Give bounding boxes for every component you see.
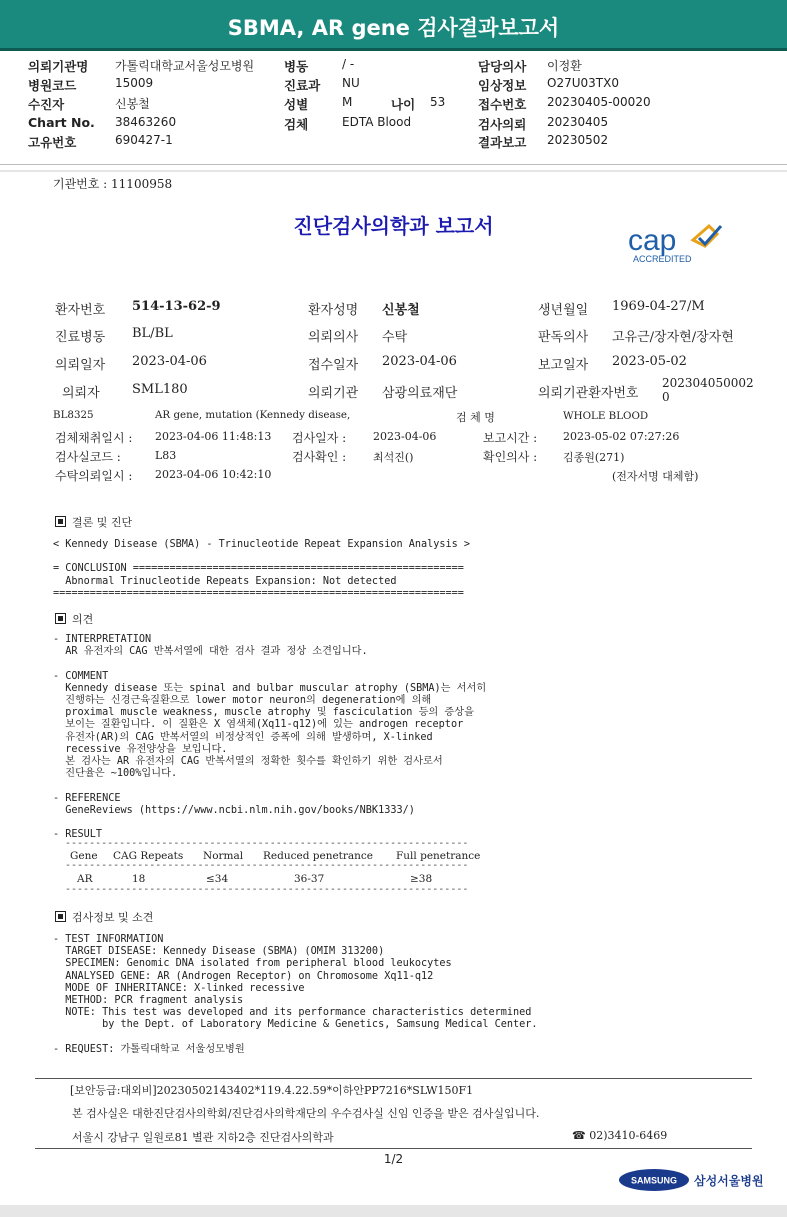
result-table-top-rule: ------------------------------------------------------------------- [65, 838, 469, 849]
certification-text: 본 검사실은 대한진단검사의학회/진단검사의학재단의 우수검사실 신임 인증을 받은 검사실입니다. [72, 1107, 540, 1120]
label-collect-time: 검체채취일시 : [55, 431, 133, 445]
info-report-date: 결과보고 [478, 135, 527, 150]
info-clinical-value: O27U03TX0 [547, 76, 619, 90]
info-institution-value: 가톨릭대학교서울성모병원 [115, 59, 255, 73]
section-bullet-icon [55, 613, 66, 624]
label-ward: 진료병동 [55, 330, 106, 345]
section-testinfo-heading: 검사정보 및 소견 [55, 909, 153, 925]
lab-address: 서울시 강남구 일원로81 별관 지하2층 진단검사의학과 [72, 1131, 334, 1144]
info-unique-no: 고유번호 [28, 135, 77, 150]
section-opinion-heading: 의견 [55, 611, 93, 627]
result-header-gene: Gene [70, 850, 98, 862]
info-specimen: 검체 [284, 117, 309, 132]
info-report-date-value: 20230502 [547, 133, 609, 147]
page-number: 1/2 [383, 1152, 404, 1166]
cap-accredited-logo [625, 218, 735, 266]
value-birth: 1969-04-27/M [612, 299, 705, 314]
label-report-date: 보고일자 [538, 358, 589, 373]
result-cell-cag: 18 [132, 873, 146, 885]
value-receipt-date: 2023-04-06 [382, 354, 457, 369]
section-bullet-icon [55, 516, 66, 527]
result-cell-full: ≥38 [410, 873, 433, 885]
value-confirm-doctor: 김종원(271) [563, 451, 625, 464]
info-hospital-code: 병원코드 [28, 78, 77, 93]
footer-top-rule [35, 1078, 752, 1079]
label-room-code: 검사실코드 : [55, 450, 121, 464]
value-report-date: 2023-05-02 [612, 354, 687, 369]
info-age: 나이 [391, 97, 416, 112]
security-line: [보안등급:대외비]20230502143402*119.4.22.59*이하안PP7216*SLW150F1 [70, 1084, 474, 1097]
test-code: BL8325 [53, 409, 94, 421]
info-unique-no-value: 690427-1 [115, 133, 173, 147]
info-patient: 수진자 [28, 97, 65, 112]
page-bottom-bar [0, 1205, 787, 1217]
report-header-title: SBMA, AR gene 검사결과보고서 [0, 0, 787, 48]
label-confirm: 검사확인 : [292, 450, 347, 464]
info-request-date-value: 20230405 [547, 115, 609, 129]
report-title: 진단검사의학과 보고서 [293, 214, 494, 238]
label-exam-date: 검사일자 : [292, 431, 347, 445]
value-inst-patient-no: 202304050002 [662, 376, 754, 390]
opinion-text: - INTERPRETATION AR 유전자의 CAG 반복서열에 대한 검사 결과 정상 소견입니다. - COMMENT Kennedy disease 또는 spinal and bulbar muscular atrophy (SBMA)는 서서히 진행하는 신경근육질환으로 lower motor neuron의 degeneration에 의해 proximal muscle weakness, muscle atrophy 및 fasciculation 등의 증상을 보이는 질환입니다. 이 질환은 X 염색체(Xq11-q12)에 있는 androgen receptor 유전자(AR)의 CAG 반복서열의 비정상적인 증폭에 의해 발생하며, X-linked recessive 유전양상을 보입니다. 본 검사는 AR 유전자의 CAG 반복서열의 정확한 횟수를 확인하기 위한 검사로서 진단율은 ~100%입니다. - REFERENCE GeneReviews (https://www.ncbi.nlm.nih.gov/books/NBK1333/) - RESULT [53, 634, 487, 841]
info-ward-value: / - [342, 57, 355, 71]
value-read-doctor: 고유근/장자현/장자현 [612, 330, 734, 345]
info-chart-no: Chart No. [28, 115, 95, 130]
samsung-logo-text: SAMSUNG [630, 1175, 678, 1186]
info-divider-shadow [0, 170, 787, 172]
samsung-logo [618, 1168, 690, 1192]
label-inst-patient-no: 의뢰기관환자번호 [538, 386, 639, 401]
info-chart-no-value: 38463260 [115, 115, 177, 129]
info-receipt-no: 접수번호 [478, 97, 527, 112]
section-conclusion-heading: 결론 및 진단 [55, 514, 132, 530]
value-patient-name: 신봉철 [382, 303, 420, 318]
cap-logo-text: cap [628, 224, 677, 257]
value-requester: SML180 [132, 382, 188, 397]
info-specimen-value: EDTA Blood [342, 115, 412, 129]
info-hospital-code-value: 15009 [115, 76, 154, 90]
info-sex-value: M [342, 95, 353, 109]
footer-bottom-rule [35, 1148, 752, 1149]
value-specimen-name: WHOLE BLOOD [563, 410, 649, 422]
info-institution: 의뢰기관명 [28, 59, 89, 74]
info-department-value: NU [342, 76, 360, 90]
label-receipt-date: 접수일자 [308, 358, 359, 373]
result-cell-gene: AR [77, 873, 93, 885]
label-req-date: 의뢰일자 [55, 358, 106, 373]
header-divider [0, 48, 787, 51]
value-ward: BL/BL [132, 326, 173, 341]
hospital-logo-text: 삼성서울병원 [694, 1174, 764, 1188]
info-sex: 성별 [284, 97, 309, 112]
section-bullet-icon [55, 911, 66, 922]
value-patient-no: 514-13-62-9 [132, 299, 221, 314]
label-patient-no: 환자번호 [55, 303, 106, 318]
test-name: AR gene, mutation (Kennedy disease, [155, 409, 351, 421]
result-cell-normal: ≤34 [206, 873, 229, 885]
label-req-doctor: 의뢰의사 [308, 330, 359, 345]
result-header-cag: CAG Repeats [113, 850, 184, 862]
lab-phone: ☎ 02)3410-6469 [572, 1129, 668, 1142]
info-request-date: 검사의뢰 [478, 117, 527, 132]
result-table-mid-rule: ------------------------------------------------------------------- [65, 860, 469, 871]
value-confirm: 최석진() [373, 451, 414, 464]
conclusion-text: < Kennedy Disease (SBMA) - Trinucleotide Repeat Expansion Analysis > = CONCLUSION ====================================================== Abnormal Trinucleotide Repeats Expansion: Not detected =================================================================== [53, 539, 471, 599]
label-req-institution: 의뢰기관 [308, 386, 359, 401]
info-ward: 병동 [284, 59, 309, 74]
info-doctor: 담당의사 [478, 59, 527, 74]
value-room-code: L83 [155, 449, 177, 462]
label-request-time: 수탁의뢰일시 : [55, 469, 133, 483]
info-age-value: 53 [430, 95, 446, 109]
esign-note: (전자서명 대체함) [612, 470, 699, 483]
value-request-time: 2023-04-06 10:42:10 [155, 468, 272, 481]
label-requester: 의뢰자 [62, 386, 100, 401]
result-cell-reduced: 36-37 [294, 873, 325, 885]
testinfo-text: - TEST INFORMATION TARGET DISEASE: Kennedy Disease (SBMA) (OMIM 313200) SPECIMEN: Genomic DNA isolated from peripheral blood leukocytes ANALYSED GENE: AR (Androgen Receptor) on Chromosome Xq11-q12 MODE OF INHERITANCE: X-linked recessive METHOD: PCR fragment analysis NOTE: This test was developed and its performance characteristics determined by the Dept. of Laboratory Medicine & Genetics, Samsung Medical Center. - REQUEST: 가톨릭대학교 서울성모병원 [53, 934, 538, 1055]
label-patient-name: 환자성명 [308, 303, 359, 318]
value-req-doctor: 수탁 [382, 330, 408, 345]
value-collect-time: 2023-04-06 11:48:13 [155, 430, 272, 443]
result-header-reduced: Reduced penetrance [263, 850, 374, 862]
value-req-institution: 삼광의료재단 [382, 386, 458, 401]
label-read-doctor: 판독의사 [538, 330, 589, 345]
info-doctor-value: 이정환 [547, 59, 582, 73]
value-inst-patient-no-cont: 0 [662, 390, 670, 404]
label-report-time: 보고시간 : [483, 431, 538, 445]
info-divider [0, 164, 787, 165]
cap-accredited-text: ACCREDITED [633, 254, 692, 264]
value-req-date: 2023-04-06 [132, 354, 207, 369]
label-confirm-doctor: 확인의사 : [483, 450, 538, 464]
label-birth: 생년월일 [538, 303, 589, 318]
info-receipt-no-value: 20230405-00020 [547, 95, 651, 109]
institution-number: 기관번호 : 11100958 [53, 177, 173, 191]
label-specimen-name: 검 체 명 [456, 411, 495, 424]
info-department: 진료과 [284, 78, 321, 93]
result-table-bottom-rule: ------------------------------------------------------------------- [65, 884, 469, 895]
result-header-full: Full penetrance [396, 850, 481, 862]
value-exam-date: 2023-04-06 [373, 430, 437, 443]
info-patient-value: 신봉철 [115, 97, 150, 111]
value-report-time: 2023-05-02 07:27:26 [563, 430, 680, 443]
info-clinical: 임상정보 [478, 78, 527, 93]
result-header-normal: Normal [203, 850, 244, 862]
